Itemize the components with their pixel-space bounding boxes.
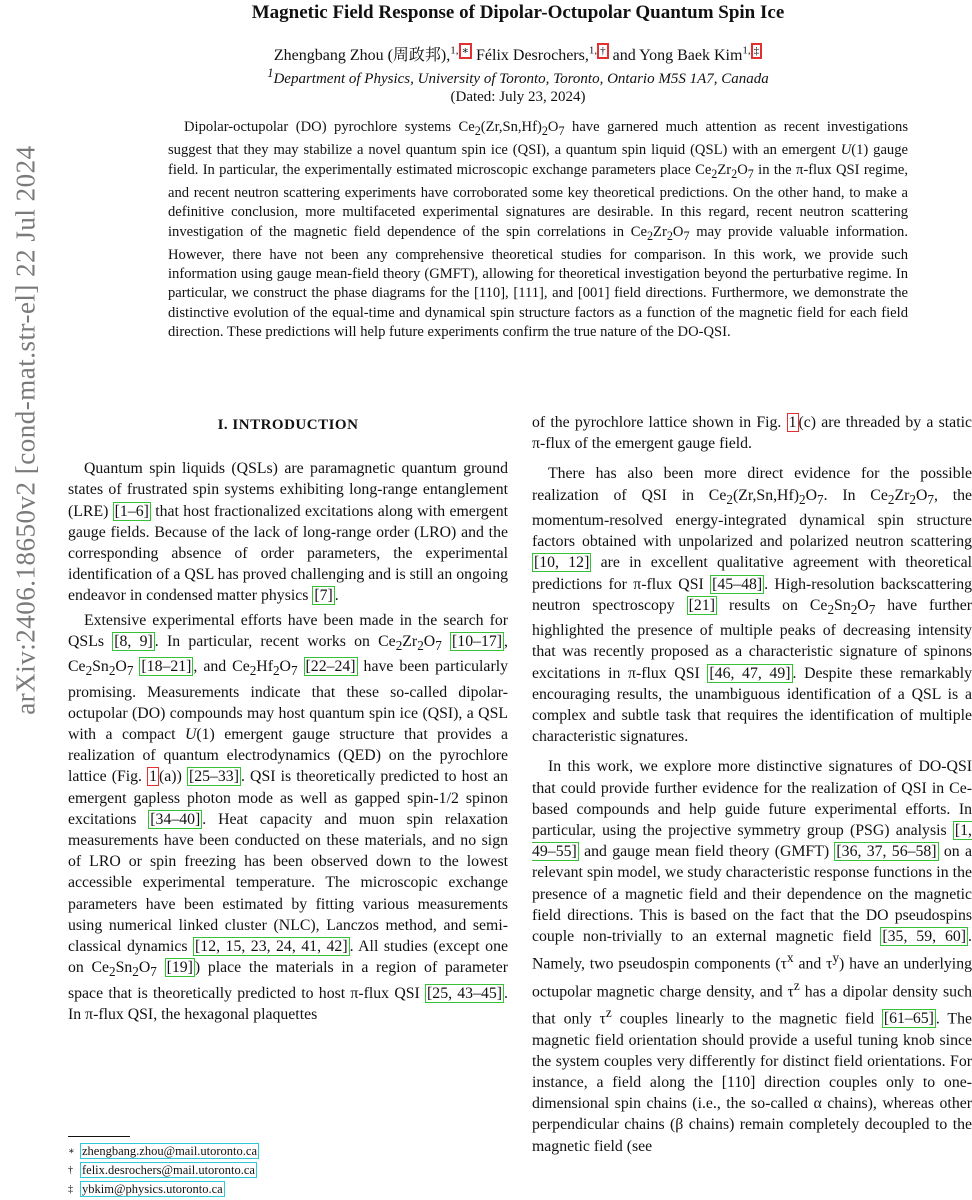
section-heading: I. INTRODUCTION bbox=[217, 417, 359, 433]
paper-page bbox=[64, 0, 972, 1200]
email-link[interactable]: ybkim@physics.utoronto.ca bbox=[82, 1182, 223, 1196]
figure-link[interactable]: 1 bbox=[788, 414, 797, 431]
citation-link[interactable]: [46, 47, 49] bbox=[709, 664, 791, 682]
email-link[interactable]: zhengbang.zhou@mail.utoronto.ca bbox=[82, 1144, 257, 1158]
footnote-link[interactable]: ∗ bbox=[459, 43, 472, 59]
author-name: and Yong Baek Kim bbox=[612, 47, 743, 64]
citation-link[interactable]: [1–6] bbox=[114, 502, 149, 520]
footnote-item bbox=[68, 1180, 259, 1199]
left-column bbox=[68, 415, 508, 1028]
footnote-mark: ‡ bbox=[68, 1184, 73, 1195]
footnote-item bbox=[68, 1161, 259, 1180]
citation-link[interactable]: [61–65] bbox=[883, 1010, 934, 1028]
citation-link[interactable]: [1, 49–55] bbox=[532, 821, 972, 861]
citation-link[interactable]: [35, 59, 60] bbox=[882, 927, 967, 945]
citation-link[interactable]: [25–33] bbox=[188, 768, 239, 786]
right-column bbox=[532, 412, 972, 1160]
author-name: Zhengbang Zhou (周政邦), bbox=[273, 47, 451, 64]
footnote-rule bbox=[68, 1136, 130, 1137]
footnote-link[interactable]: † bbox=[597, 43, 609, 59]
author-affiliation-mark: 1, bbox=[450, 44, 459, 57]
intro-paragraph-1: Quantum spin liquids (QSLs) are paramagnetic quantum ground states of frustrated spin systems exhibiting long-range entanglement (LRE) [1–6] that host fractionalized excitations along with emergent gauge fields. Because of the lack of long-range order (LRO) and the corresponding absence of order parameters, the experimental identification of a QSL has proved challenging and is still an ongoing endeavor in condensed matter physics [7] . bbox=[68, 460, 508, 605]
citation-link[interactable]: [12, 15, 23, 24, 41, 42] bbox=[195, 937, 348, 955]
email-link[interactable]: felix.desrochers@mail.utoronto.ca bbox=[82, 1163, 255, 1177]
citation-link[interactable]: [25, 43–45] bbox=[427, 984, 503, 1002]
citation-link[interactable]: [21] bbox=[688, 596, 715, 614]
citation-link[interactable]: [10–17] bbox=[452, 632, 503, 650]
affiliation-text: Department of Physics, University of Toronto, Toronto, Ontario M5S 1A7, Canada bbox=[273, 71, 769, 87]
author-affiliation-mark: 1, bbox=[742, 44, 751, 57]
intro-paragraph-continued: of the pyrochlore lattice shown in Fig. 1 (c) are threaded by a static π-flux of the emergent gauge field. bbox=[532, 414, 972, 453]
intro-paragraph-4: In this work, we explore more distinctive signatures of DO-QSI that could provide further evidence for the realization of QSI in Ce-based compounds and help guide future experimental efforts. In particular, using the projective symmetry group (PSG) analysis [1, 49–55] and gauge mean field theory (GMFT) [36, 37, 56–58] on a relevant spin model, we study characteristic response functions in the presence of a magnetic field and their dependence on the magnetic field directions. This is based on the fact that the DO pseudospins couple non-trivially to an external magnetic field [35, 59, 60] . Namely, two pseudospin components ($\tau^x$ and $\tau^y$) have an underlying octupolar magnetic charge density, and $\tau^z$ has a dipolar density such that only $\tau^z$ couples linearly to the magnetic field [61–65] . The magnetic field orientation should provide a useful tuning knob since the system couples very differently for distinct field orientations. For instance, a field along the [110] direction couples only to one-dimensional spin chains (i.e., the so-called α chains), whereas other perpendicular chains (β chains) remain completely decoupled to the magnetic field (see bbox=[532, 758, 972, 1155]
author-name: Félix Desrochers, bbox=[476, 47, 589, 64]
citation-link[interactable]: [34–40] bbox=[150, 810, 201, 828]
footnotes bbox=[68, 1142, 259, 1199]
footnote-item bbox=[68, 1142, 259, 1161]
abstract: Dipolar-octupolar (DO) pyrochlore systems $Ce_2(Zr,Sn,Hf)_2O_7$ have garnered much attention as recent investigations suggest that they may stabilize a novel quantum spin ice (QSI), a quantum spin liquid (QSL) with an emergent U(1) gauge field. In particular, the experimentally estimated microscopic exchange parameters place $Ce_2Zr_2O_7$ in the π-flux QSI regime, and recent neutron scattering experiments have corroborated some key theoretical predictions. On the other hand, to make a definitive conclusion, more multifaceted experimental signatures are desirable. In this regard, recent neutron scattering investigation of the magnetic field dependence of the spin correlations in $Ce_2Zr_2O_7$ may provide valuable information. However, there have not been any comprehensive theoretical studies for comparison. In this work, we provide such information using gauge mean-field theory (GMFT), allowing for theoretical investigation beyond the perturbative regime. In particular, we construct the phase diagrams for the [110], [111], and [001] field directions. Furthermore, we demonstrate the distinctive evolution of the equal-time and dynamical spin structure factors as a function of the magnetic field for each field direction. These predictions will help future experiments confirm the true nature of the DO-QSI. bbox=[168, 119, 909, 341]
citation-link[interactable]: [19] bbox=[166, 959, 193, 977]
paper-title: Magnetic Field Response of Dipolar-Octupolar Quantum Spin Ice bbox=[251, 2, 785, 23]
intro-paragraph-2: Extensive experimental efforts have been made in the search for QSLs [8, 9] . In particular, recent works on $Ce_2Zr_2O_7$ [10–17] , $Ce_2Sn_2O_7$ [18–21] , and $Ce_2Hf_2O_7$ [22–24] have been particularly promising. Measurements indicate that these so-called dipolar-octupolar (DO) compounds may host quantum spin ice (QSI), a QSL with a compact U(1) emergent gauge structure that provides a realization of quantum electrodynamics (QED) on the pyrochlore lattice (Fig. 1 (a)) [25–33] . QSI is theoretically predicted to host an emergent gapless photon mode as well as gapped spin-1/2 spinon excitations [34–40] . Heat capacity and muon spin relaxation measurements have been conducted on these materials, and no sign of LRO or spin freezing has been observed down to the lowest accessible experimental temperature. The microscopic exchange parameters have been estimated by fitting various measurements using numerical linked cluster (NLC), Lanczos method, and semi-classical dynamics [12, 15, 23, 24, 41, 42] . All studies (except one on $Ce_2Sn_2O_7$ [19] ) place the materials in a region of parameter space that is theoretically predicted to host π-flux QSI [25, 43–45] . In π-flux QSI, the hexagonal plaquettes bbox=[68, 611, 509, 1023]
affiliation bbox=[64, 66, 972, 88]
citation-link[interactable]: [36, 37, 56–58] bbox=[836, 843, 937, 861]
footnote-mark: † bbox=[68, 1165, 73, 1176]
figure-link[interactable]: 1 bbox=[149, 768, 158, 786]
citation-link[interactable]: [18–21] bbox=[141, 658, 192, 676]
citation-link[interactable]: [10, 12] bbox=[534, 554, 590, 572]
citation-link[interactable]: [45–48] bbox=[712, 575, 763, 593]
citation-link[interactable]: [7] bbox=[314, 587, 333, 605]
citation-link[interactable]: [22–24] bbox=[305, 658, 356, 676]
arxiv-sidebar bbox=[0, 0, 56, 1200]
arxiv-identifier: arXiv:2406.18650v2 [cond-mat.str-el] 22 Jul 2024 bbox=[10, 145, 41, 715]
date-line: (Dated: July 23, 2024) bbox=[450, 89, 586, 105]
footnote-mark: ∗ bbox=[68, 1146, 75, 1157]
affiliation-number: 1 bbox=[267, 66, 274, 80]
author-line bbox=[64, 42, 972, 65]
citation-link[interactable]: [8, 9] bbox=[114, 632, 153, 650]
footnote-link[interactable]: ‡ bbox=[751, 43, 763, 59]
author-affiliation-mark: 1, bbox=[588, 44, 598, 57]
intro-paragraph-3: There has also been more direct evidence for the possible realization of QSI in $Ce_2(Zr,Sn,Hf)_2O_7$. In $Ce_2Zr_2O_7$, the momentum-resolved energy-integrated dynamical spin structure factors obtained with unpolarized and polarized neutron scattering [10, 12] are in excellent qualitative agreement with theoretical predictions for π-flux QSI [45–48] . High-resolution backscattering neutron spectroscopy [21] results on $Ce_2Sn_2O_7$ have further highlighted the presence of multiple peaks of decreasing intensity that was recently proposed as a characteristic signature of spinons excitations in π-flux QSI [46, 47, 49] . Despite these remarkably encouraging results, the unambiguous identification of a QSL is a complex and subtle task that requires the identification of multiple characteristic signatures. bbox=[532, 465, 972, 746]
